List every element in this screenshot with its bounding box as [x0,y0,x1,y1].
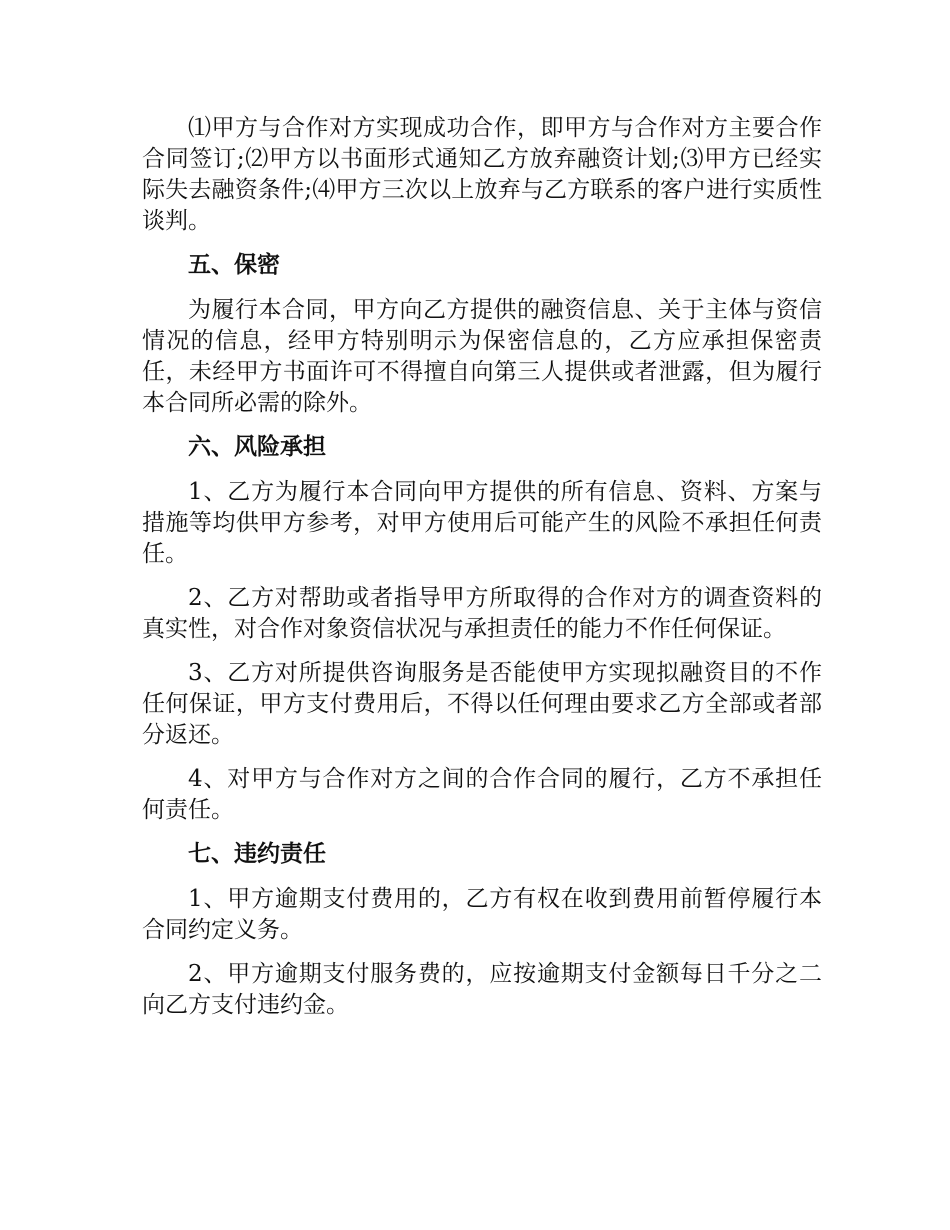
risk-clause-2: 2、乙方对帮助或者指导甲方所取得的合作对方的调查资料的真实性，对合作对象资信状况与承担责任的能力不作任何保证。 [142,585,822,642]
breach-clause-2: 2、甲方逾期支付服务费的，应按逾期支付金额每日千分之二向乙方支付违约金。 [142,961,822,1018]
breach-clause-1: 1、甲方逾期支付费用的，乙方有权在收到费用前暂停履行本合同约定义务。 [142,886,822,943]
section-heading-breach: 七、违约责任 [188,841,326,867]
document-body [142,113,822,1034]
section-breach [142,839,822,1021]
section-heading-risk: 六、风险承担 [188,434,326,460]
section-heading-confidentiality: 五、保密 [188,252,280,278]
risk-clause-3: 3、乙方对所提供咨询服务是否能使甲方实现拟融资目的不作任何保证，甲方支付费用后，不得以任何理由要求乙方全部或者部分返还。 [142,660,822,748]
risk-clause-1: 1、乙方为履行本合同向甲方提供的所有信息、资料、方案与措施等均供甲方参考，对甲方使用后可能产生的风险不承担任何责任。 [142,479,822,567]
intro-paragraph: ⑴甲方与合作对方实现成功合作，即甲方与合作对方主要合作合同签订;⑵甲方以书面形式通知乙方放弃融资计划;⑶甲方已经实际失去融资条件;⑷甲方三次以上放弃与乙方联系的客户进行实质性谈判。 [142,115,822,234]
confidentiality-paragraph: 为履行本合同，甲方向乙方提供的融资信息、关于主体与资信情况的信息，经甲方特别明示为保密信息的，乙方应承担保密责任，未经甲方书面许可不得擅自向第三人提供或者泄露，但为履行本合同所必需的除外。 [142,297,822,416]
risk-clause-4: 4、对甲方与合作对方之间的合作合同的履行，乙方不承担任何责任。 [142,766,822,823]
section-confidentiality [142,250,822,419]
section-risk [142,432,822,826]
